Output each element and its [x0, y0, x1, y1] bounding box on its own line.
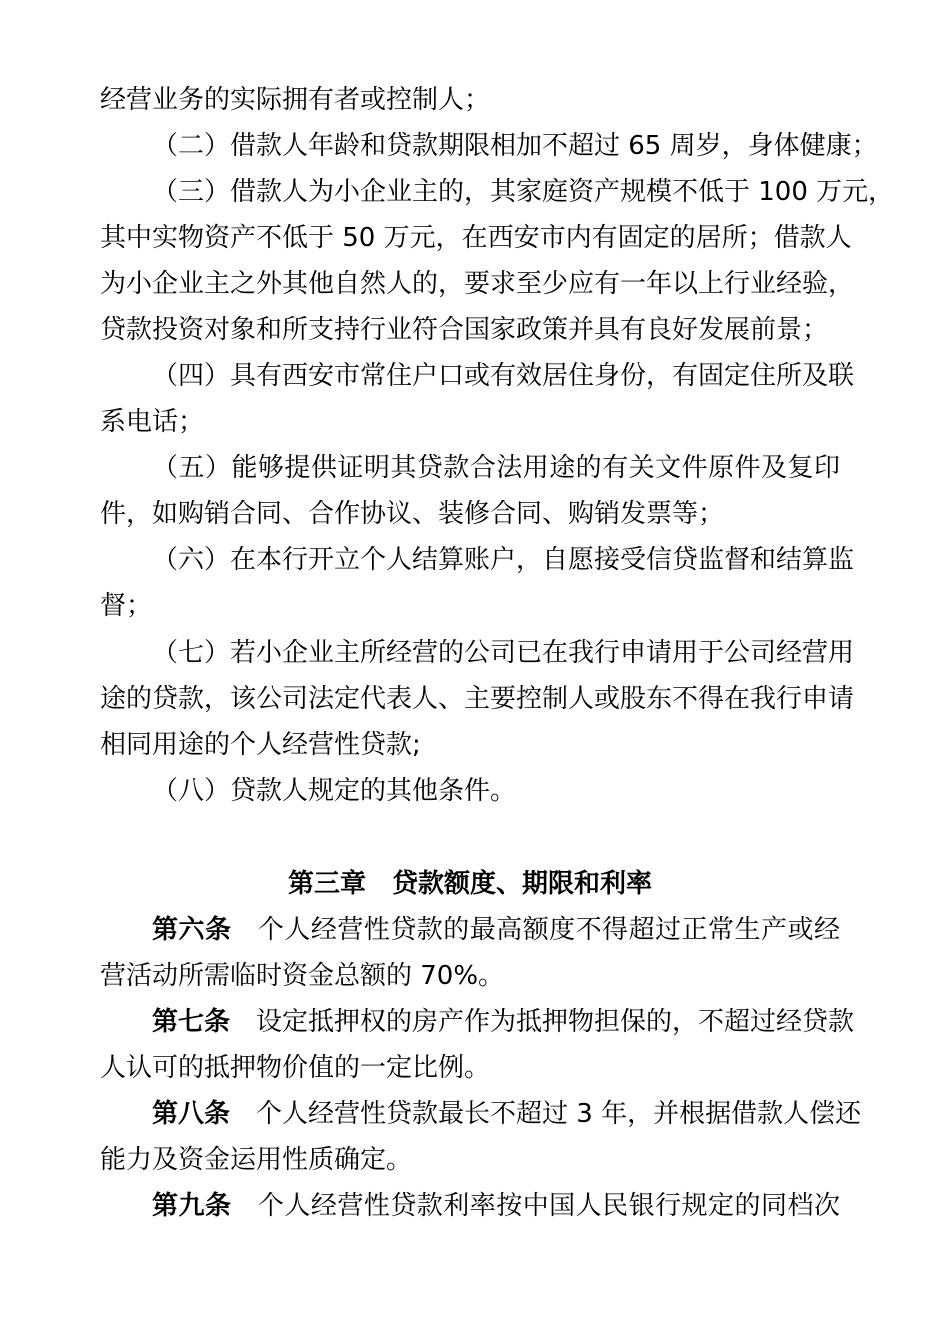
article-text: 个人经营性贷款的最高额度不得超过正常生产或经: [257, 915, 840, 945]
paragraph-line: （八）贷款人规定的其他条件。: [152, 776, 517, 806]
article-text: 个人经营性贷款利率按中国人民银行规定的同档次: [257, 1191, 840, 1221]
chapter-heading: 第三章 贷款额度、期限和利率: [287, 869, 652, 899]
paragraph-line: （六）在本行开立个人结算账户，自愿接受信贷监督和结算监: [152, 545, 855, 575]
article-label: 第六条: [152, 915, 232, 945]
paragraph-line: 人认可的抵押物价值的一定比例。: [100, 1053, 491, 1083]
paragraph-line: 系电话；: [100, 407, 205, 437]
paragraph-line: （五）能够提供证明其贷款合法用途的有关文件原件及复印: [152, 453, 840, 483]
paragraph-line: （七）若小企业主所经营的公司已在我行申请用于公司经营用: [152, 638, 855, 668]
paragraph-line: 途的贷款，该公司法定代表人、主要控制人或股东不得在我行申请: [100, 684, 855, 714]
paragraph-line: 其中实物资产不低于 50 万元，在西安市内有固定的居所；借款人: [100, 223, 852, 253]
article-label: 第八条: [152, 1099, 231, 1129]
article-text: 设定抵押权的房产作为抵押物担保的，不超过经贷款: [256, 1007, 855, 1037]
article-first-line: [152, 1005, 855, 1039]
article-label: 第七条: [152, 1007, 231, 1037]
paragraph-line: （三）借款人为小企业主的，其家庭资产规模不低于 100 万元，: [152, 177, 895, 207]
paragraph-line: 贷款投资对象和所支持行业符合国家政策并具有良好发展前景；: [100, 315, 829, 345]
paragraph-line: 督；: [100, 591, 153, 621]
paragraph-line: （四）具有西安市常住户口或有效居住身份，有固定住所及联: [152, 361, 855, 391]
paragraph-line: 能力及资金运用性质确定。: [100, 1145, 413, 1175]
paragraph-line: 营活动所需临时资金总额的 70%。: [100, 961, 505, 991]
article-label: 第九条: [152, 1191, 232, 1221]
paragraph-line: 件，如购销合同、合作协议、装修合同、购销发票等；: [100, 499, 725, 529]
paragraph-line: （二）借款人年龄和贷款期限相加不超过 65 周岁，身体健康；: [152, 131, 878, 161]
paragraph-line: 为小企业主之外其他自然人的，要求至少应有一年以上行业经验，: [100, 269, 855, 299]
article-first-line: [152, 1189, 840, 1223]
article-text: 个人经营性贷款最长不超过 3 年，并根据借款人偿还: [256, 1099, 862, 1129]
paragraph-line: 经营业务的实际拥有者或控制人；: [100, 85, 491, 115]
article-first-line: [152, 1097, 862, 1131]
article-first-line: [152, 913, 840, 947]
paragraph-line: 相同用途的个人经营性贷款;: [100, 730, 421, 760]
